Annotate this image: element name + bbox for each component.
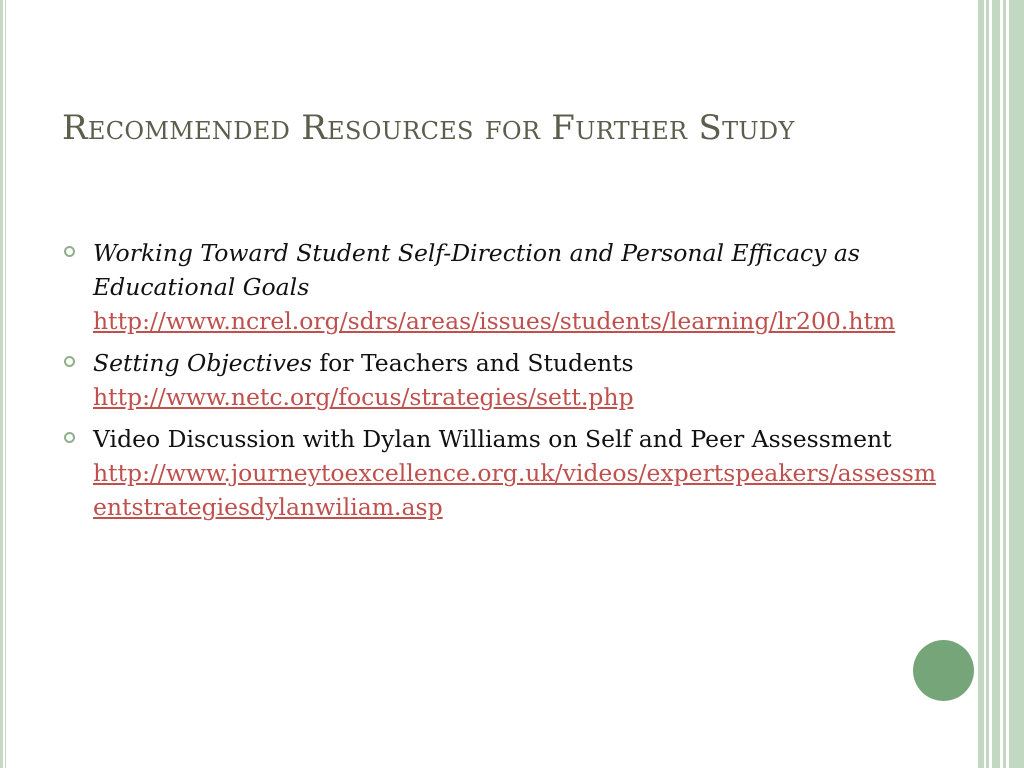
ring-bullet-icon [64,432,75,443]
resource-link[interactable]: http://www.netc.org/focus/strategies/sett.php [93,383,634,411]
resource-link[interactable]: http://www.journeytoexcellence.org.uk/videos/expertspeakers/assessmentstrategiesdylanwiliam.asp [93,459,937,521]
left-border-line [0,0,3,768]
slide-title: Recommended Resources for Further Study [62,108,795,148]
ring-bullet-icon [64,356,75,367]
resource-title: Video Discussion with Dylan Williams on Self and Peer Assessment [93,425,892,453]
right-decorative-band [1009,0,1024,768]
right-decorative-band [1003,0,1006,768]
right-decorative-band [986,0,989,768]
ring-bullet-icon [64,246,75,257]
resource-link[interactable]: http://www.ncrel.org/sdrs/areas/issues/students/learning/lr200.htm [93,307,896,335]
left-border-line-thin [5,0,6,768]
right-decorative-band [992,0,1000,768]
resource-title: Working Toward Student Self-Direction and Personal Efficacy as Educational Goals [93,239,860,301]
bullet-list [62,236,942,532]
right-decorative-band [978,0,984,768]
bullet-item [62,422,942,524]
bullet-item [62,346,942,414]
bullet-item [62,236,942,338]
resource-title-rest: for Teachers and Students [311,349,634,377]
resource-title: Setting Objectives [93,349,312,377]
green-circle-icon [913,640,974,701]
